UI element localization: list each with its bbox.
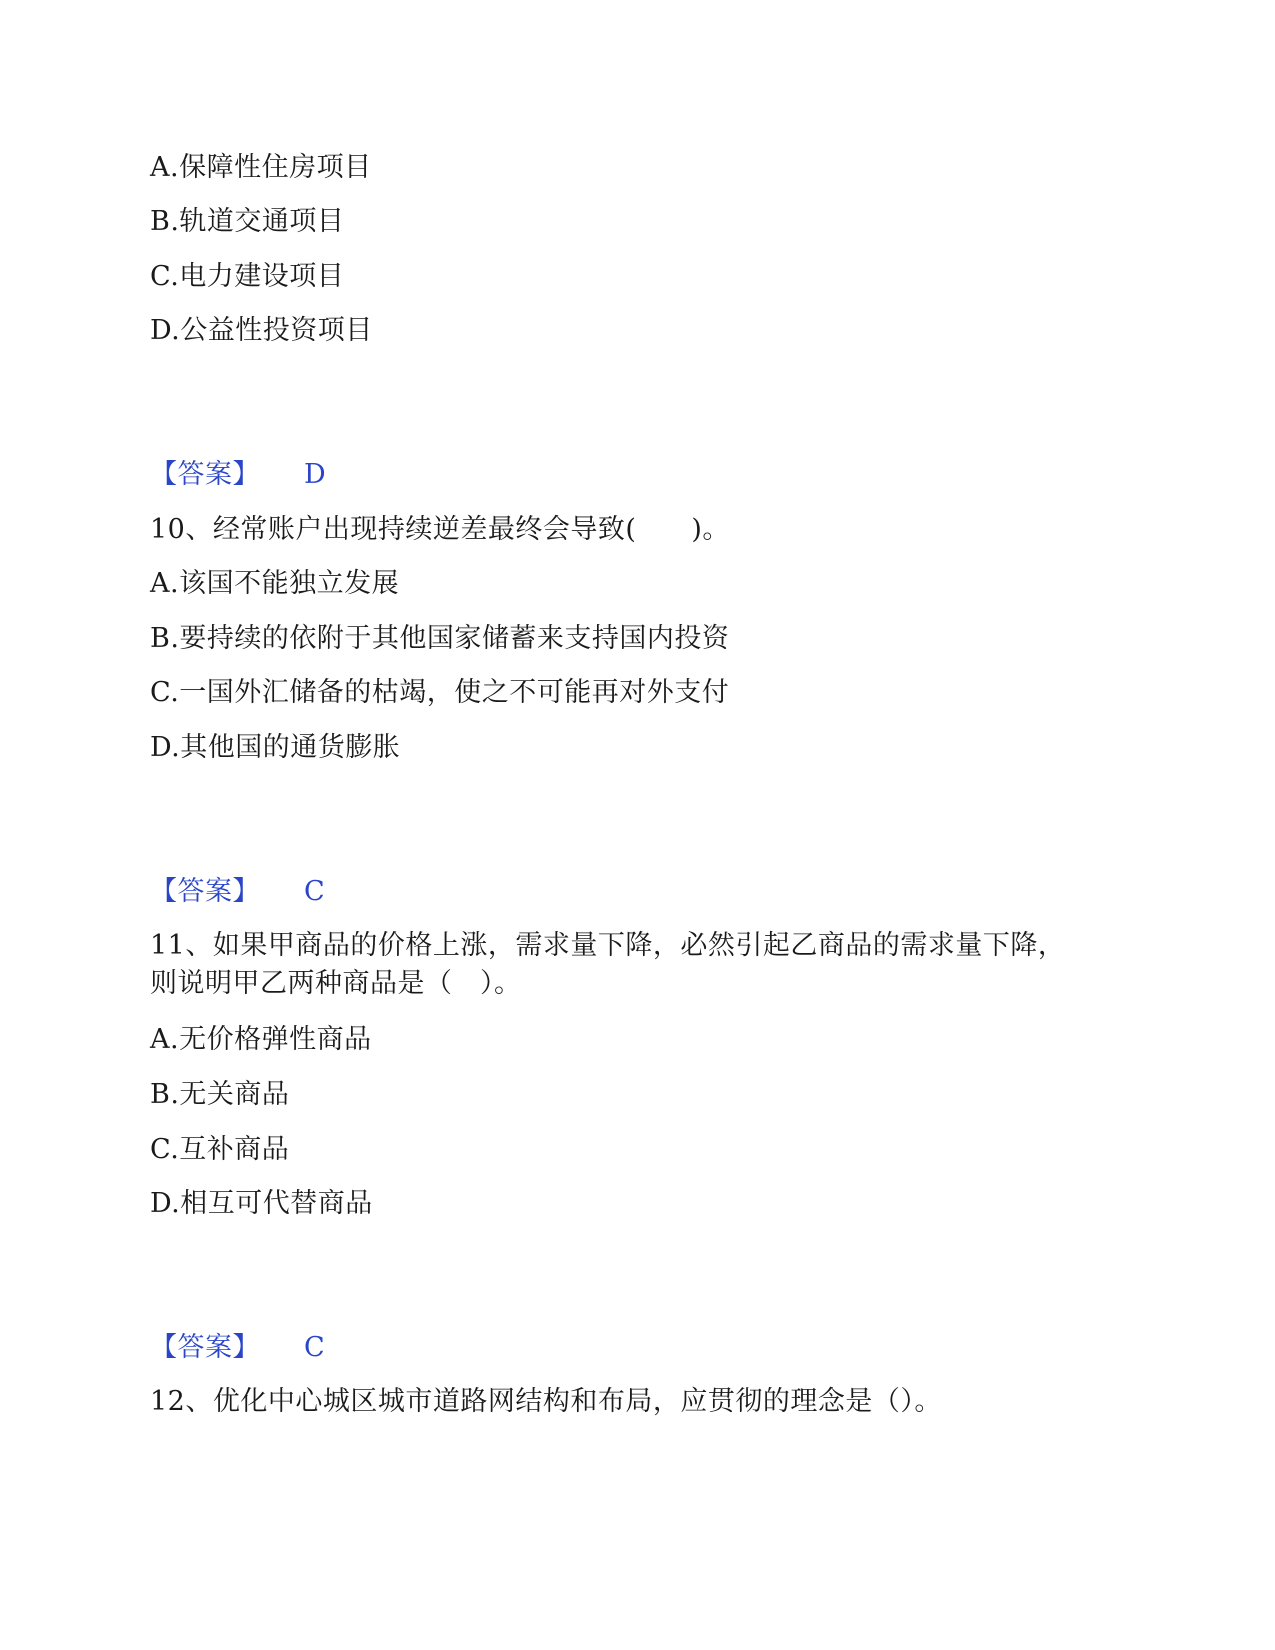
q9-option-b: B.轨道交通项目	[150, 206, 345, 237]
q10-question: 10、经常账户出现持续逆差最终会导致( )。	[150, 514, 730, 545]
q10-option-d: D.其他国的通货膨胀	[150, 732, 401, 763]
q11-option-c: C.互补商品	[150, 1134, 290, 1165]
q9-answer	[150, 458, 326, 492]
answer-value: C	[304, 876, 326, 907]
q10-option-b: B.要持续的依附于其他国家储蓄来支持国内投资	[150, 623, 730, 654]
q11-option-b: B.无关商品	[150, 1079, 290, 1110]
q10-option-c: C.一国外汇储备的枯竭，使之不可能再对外支付	[150, 677, 730, 708]
q10-answer	[150, 875, 325, 909]
q9-option-c: C.电力建设项目	[150, 261, 345, 292]
q11-question-line1: 11、如果甲商品的价格上涨，需求量下降，必然引起乙商品的需求量下降，	[150, 930, 1066, 961]
q10-option-a: A.该国不能独立发展	[150, 568, 400, 599]
answer-label: 【答案】	[150, 1332, 260, 1363]
answer-value: C	[304, 1332, 326, 1363]
q9-option-a: A.保障性住房项目	[150, 152, 372, 183]
q11-answer	[150, 1331, 325, 1365]
q11-option-a: A.无价格弹性商品	[150, 1024, 372, 1055]
q11-option-d: D.相互可代替商品	[150, 1188, 373, 1219]
answer-label: 【答案】	[150, 459, 260, 490]
q11-question-line2: 则说明甲乙两种商品是（ ）。	[150, 968, 522, 999]
q12-question: 12、优化中心城区城市道路网结构和布局，应贯彻的理念是（）。	[150, 1386, 942, 1417]
q9-option-d: D.公益性投资项目	[150, 315, 373, 346]
answer-value: D	[304, 459, 327, 490]
answer-label: 【答案】	[150, 876, 260, 907]
